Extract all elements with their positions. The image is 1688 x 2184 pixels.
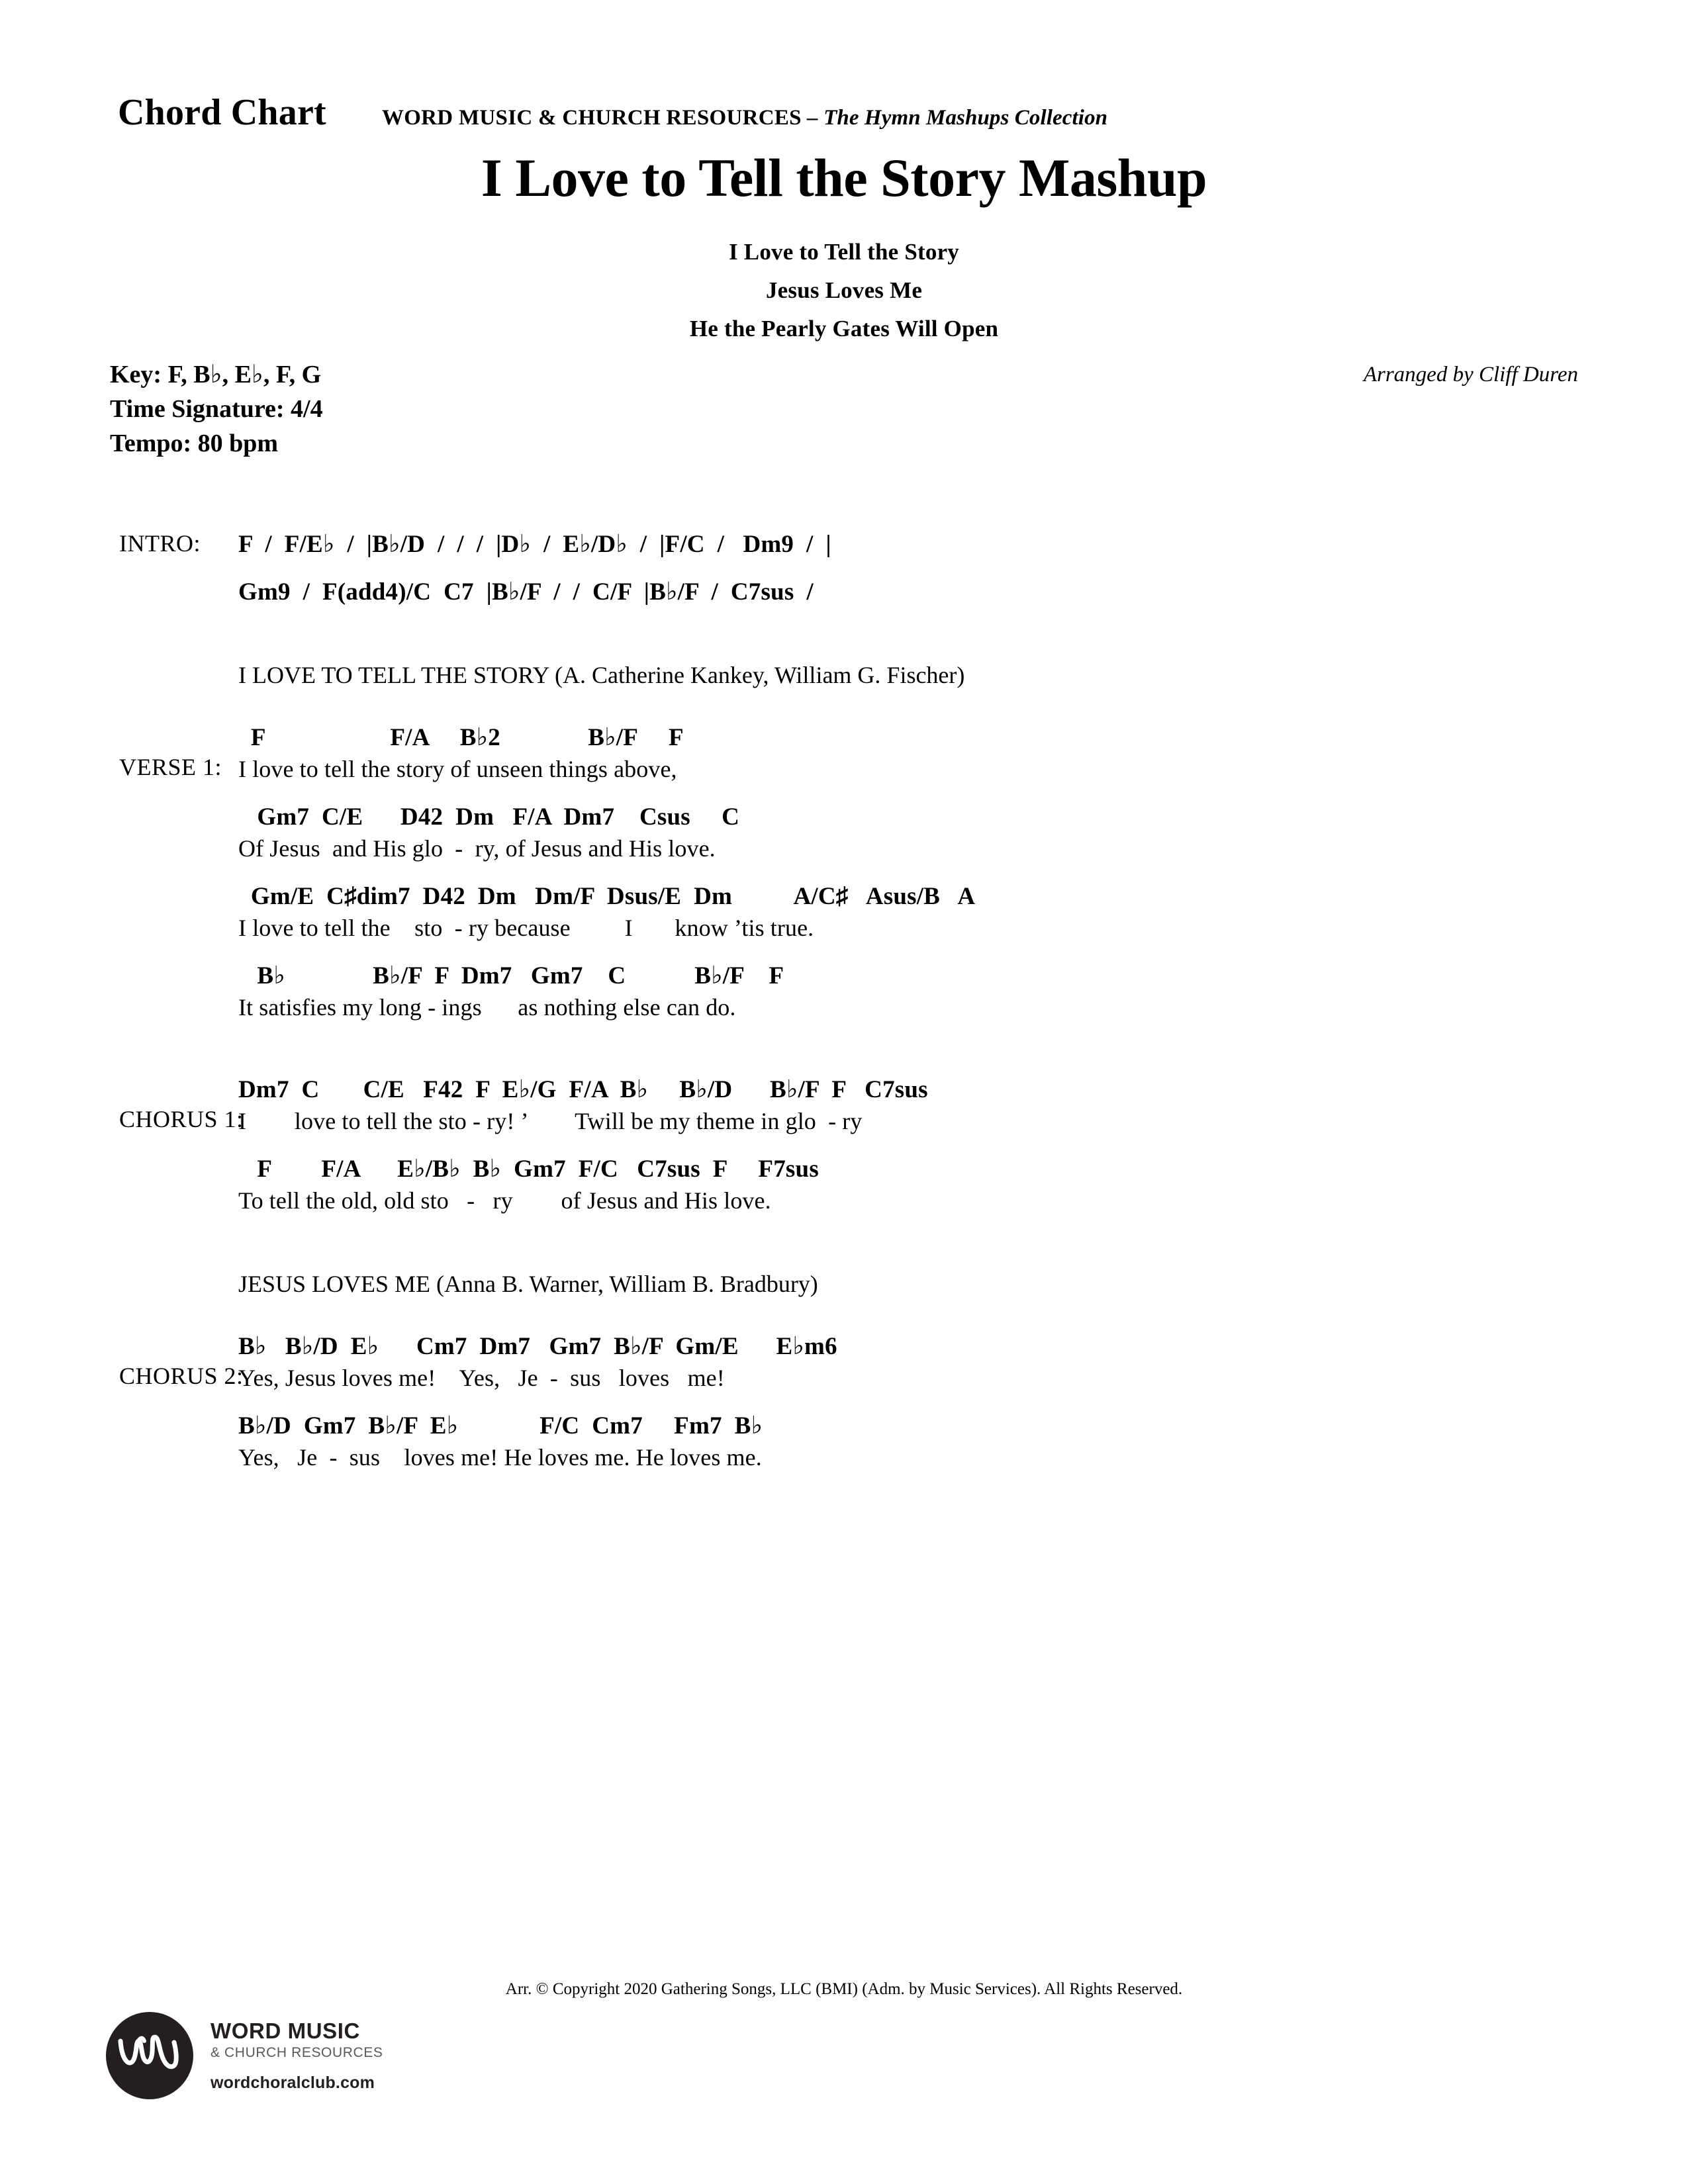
chart-row-content [238,961,1688,991]
logo-word-music: WORD MUSIC [211,2019,360,2043]
chord-line: Gm/E C♯dim7 D42 Dm Dm/F Dsus/E Dm A/C♯ Asus/B A [238,883,976,910]
section-spacer [0,691,1688,723]
chord-line: B♭ B♭/D E♭ Cm7 Dm7 Gm7 B♭/F Gm/E E♭m6 [238,1333,837,1360]
tempo-line: Tempo: 80 bpm [110,430,279,457]
lyric-line: I love to tell the sto - ry! ’ Twill be my theme in glo - ry [238,1108,863,1134]
chart-section [0,1268,1688,1300]
chart-row [0,1105,1688,1137]
chart-row [0,1411,1688,1441]
section-spacer [0,1473,1688,1505]
chart-row [0,991,1688,1023]
arranger-credit: Arranged by Cliff Duren [1363,363,1578,387]
chart-row [0,1075,1688,1105]
chart-row [0,833,1688,864]
imprint-dash: – [801,106,824,130]
chart-row-content [238,1268,1688,1300]
publisher-name: WORD MUSIC & CHURCH RESOURCES [381,106,802,130]
chord-line: F F/A E♭/B♭ B♭ Gm7 F/C C7sus F F7sus [238,1156,819,1183]
publisher-imprint [382,106,1107,130]
collection-name: The Hymn Mashups Collection [823,106,1108,130]
chart-row-content [238,912,1688,944]
lyric-line: I love to tell the story of unseen things above, [238,756,677,782]
chart-row-content [238,1332,1688,1362]
section-spacer [0,608,1688,659]
line-spacer [0,944,1688,961]
chart-section [0,529,1688,608]
lyric-line: I love to tell the sto - ry because I know ’tis true. [238,915,814,941]
chart-section [0,1075,1688,1216]
chart-row-content [238,1154,1688,1185]
subtitle-item: Jesus Loves Me [765,277,923,303]
publisher-logo [106,2012,383,2099]
section-spacer [0,1216,1688,1268]
chart-row-content [238,1441,1688,1473]
chart-row [0,723,1688,753]
chart-section [0,1332,1688,1473]
chart-row-content [238,882,1688,912]
key-line: Key: F, B♭, E♭, F, G [110,361,322,388]
word-music-monogram-icon [106,2012,193,2099]
line-spacer [0,864,1688,882]
section-label: VERSE 1: [119,754,222,780]
line-spacer [0,1137,1688,1154]
chart-section [0,659,1688,691]
chart-row [0,529,1688,560]
lyric-line: To tell the old, old sto - ry of Jesus and His love. [238,1187,771,1214]
chart-row [0,1362,1688,1394]
chart-row [0,577,1688,608]
chart-row [0,1154,1688,1185]
song-metadata [110,357,323,461]
chord-chart-label: Chord Chart [118,92,326,133]
chart-row-content [238,1105,1688,1137]
chart-row-content [238,1075,1688,1105]
chord-line: Gm7 C/E D42 Dm F/A Dm7 Csus C [238,803,740,831]
line-spacer [0,1394,1688,1411]
section-spacer [0,1300,1688,1332]
lyric-line: It satisfies my long - ings as nothing else can do. [238,994,736,1021]
chart-row [0,753,1688,785]
chart-row-content [238,1185,1688,1216]
chart-row-content [238,529,1688,560]
section-label: INTRO: [119,530,201,557]
chord-line: Dm7 C C/E F42 F E♭/G F/A B♭ B♭/D B♭/F F C7sus [238,1076,928,1103]
copyright-notice: Arr. © Copyright 2020 Gathering Songs, LLC (BMI) (Adm. by Music Services). All Rights Reserved. [505,1980,1183,1998]
chart-row [0,1441,1688,1473]
chart-row [0,1268,1688,1300]
chart-row-content [238,753,1688,785]
page-title: I Love to Tell the Story Mashup [481,148,1207,208]
chart-row-content [238,659,1688,691]
logo-church-resources: & CHURCH RESOURCES [211,2045,383,2060]
document-header [118,91,1574,134]
chart-row-content [238,991,1688,1023]
chart-row [0,659,1688,691]
subtitle-item: I Love to Tell the Story [729,239,959,265]
chord-line: B♭ B♭/F F Dm7 Gm7 C B♭/F F [238,962,784,989]
chart-row-content [238,802,1688,833]
chart-row [0,1332,1688,1362]
lyric-line: Yes, Jesus loves me! Yes, Je - sus loves me! [238,1365,725,1391]
chart-row [0,961,1688,991]
chart-row-content [238,577,1688,608]
chord-line: F F/A B♭2 B♭/F F [238,724,684,751]
chart-row [0,1185,1688,1216]
logo-text-block [211,2019,383,2093]
time-signature-line: Time Signature: 4/4 [110,395,323,423]
lyric-line: Of Jesus and His glo - ry, of Jesus and His love. [238,835,716,862]
chord-line: B♭/D Gm7 B♭/F E♭ F/C Cm7 Fm7 B♭ [238,1412,763,1439]
chart-row [0,912,1688,944]
subtitle-item: He the Pearly Gates Will Open [689,316,999,341]
chart-row-content [238,723,1688,753]
song-heading: I LOVE TO TELL THE STORY (A. Catherine Kankey, William G. Fischer) [238,662,965,688]
subtitle-list [0,233,1688,348]
logo-website-url: wordchoralclub.com [211,2073,375,2092]
chord-line: Gm9 / F(add4)/C C7 |B♭/F / / C/F |B♭/F / C7sus / [238,578,814,606]
chart-row-content [238,1411,1688,1441]
song-heading: JESUS LOVES ME (Anna B. Warner, William B. Bradbury) [238,1271,818,1297]
chart-row [0,882,1688,912]
section-spacer [0,1023,1688,1075]
chart-row-content [238,833,1688,864]
chart-row-content [238,1362,1688,1394]
lyric-line: Yes, Je - sus loves me! He loves me. He loves me. [238,1444,762,1471]
line-spacer [0,785,1688,802]
chord-chart-body [0,529,1688,1505]
line-spacer [0,560,1688,577]
section-label: CHORUS 1: [119,1106,244,1132]
chart-row [0,802,1688,833]
chart-section [0,723,1688,1023]
chord-line: F / F/E♭ / |B♭/D / / / |D♭ / E♭/D♭ / |F/C / Dm9 / | [238,531,831,558]
section-label: CHORUS 2: [119,1363,244,1389]
